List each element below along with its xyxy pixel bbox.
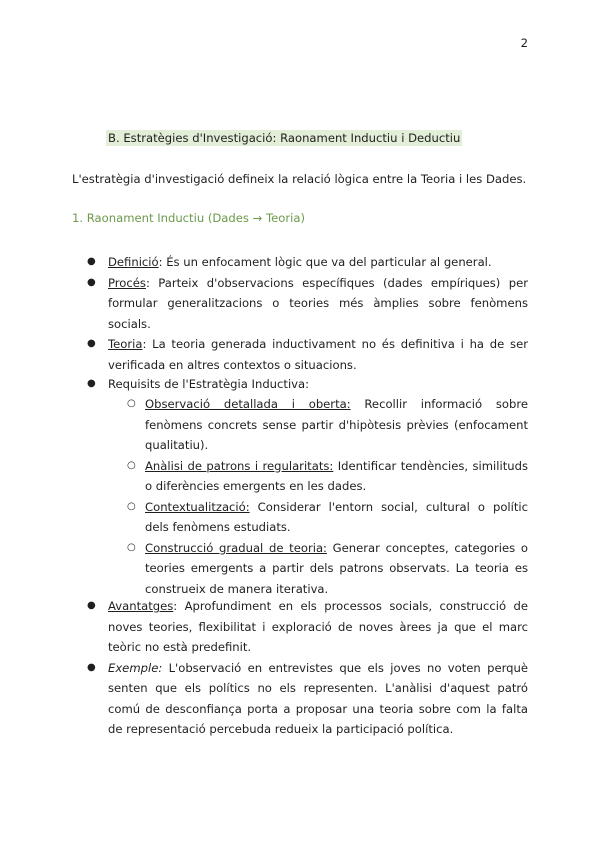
item-text: : Parteix d'observacions específiques (dades empíriques) per formular generalitzacions o teories més àmplies sobre fenòmens socials. bbox=[108, 275, 528, 331]
bullet-icon: ● bbox=[87, 600, 96, 611]
term: Definició bbox=[108, 255, 159, 269]
list-item-definicio bbox=[87, 252, 528, 273]
item-text: : La teoria generada inductivament no és definitiva i ha de ser verificada en altres contextos o situacions. bbox=[108, 337, 528, 372]
item-text: Identificar tendències, similituds o diferències emergents en les dades. bbox=[145, 458, 528, 493]
circle-bullet-icon: ○ bbox=[127, 541, 136, 553]
sublist-item bbox=[127, 456, 528, 497]
term: Avantatges bbox=[108, 599, 174, 613]
list-item-exemple bbox=[87, 658, 528, 740]
item-text: Generar conceptes, categories o teories emergents a partir dels patrons observats. La teoria es construeix de manera iterativa. bbox=[145, 540, 528, 596]
bullet-icon: ● bbox=[87, 276, 96, 288]
intro-paragraph: L'estratègia d'investigació defineix la relació lògica entre la Teoria i les Dades. bbox=[72, 172, 527, 186]
sublist-item bbox=[127, 394, 529, 456]
item-text: L'observació en entrevistes que els joves no voten perquè senten que els polítics no els representen. L'anàlisi d'aquest patró comú de desconfiança porta a proposar una teoria sobre com la falta de representació percebuda redueix la participació política. bbox=[108, 660, 528, 736]
term: Construcció gradual de teoria: bbox=[145, 540, 327, 555]
subheading-inductive: 1. Raonament Inductiu (Dades → Teoria) bbox=[72, 211, 305, 225]
sublist-item bbox=[127, 538, 528, 600]
definition-list bbox=[87, 252, 528, 375]
requisits-list bbox=[87, 374, 528, 395]
list-item-teoria bbox=[87, 334, 528, 375]
term: Exemple: bbox=[108, 660, 163, 675]
item-text: : Aprofundiment en els processos socials, construcció de noves teories, flexibilitat i exploració de noves àrees ja que el marc teòric no està predefinit. bbox=[108, 599, 528, 654]
term: Teoria bbox=[108, 337, 143, 351]
bullet-icon: ● bbox=[87, 338, 96, 349]
circle-bullet-icon: ○ bbox=[127, 500, 136, 512]
term: Procés bbox=[108, 275, 146, 290]
term: Anàlisi de patrons i regularitats: bbox=[145, 458, 334, 473]
term: Observació detallada i oberta: bbox=[145, 397, 351, 411]
list-item-requisits bbox=[87, 374, 528, 395]
sublist-item bbox=[127, 497, 528, 538]
item-text: Considerar l'entorn social, cultural o polític dels fenòmens estudiats. bbox=[145, 499, 528, 534]
item-text: : És un enfocament lògic que va del particular al general. bbox=[158, 255, 492, 269]
advantages-list bbox=[87, 596, 528, 740]
list-item-proces bbox=[87, 273, 528, 335]
section-heading: B. Estratègies d'Investigació: Raonament Inductiu i Deductiu bbox=[108, 131, 461, 145]
requisits-sublist bbox=[127, 394, 529, 599]
term: Contextualització: bbox=[145, 499, 250, 514]
circle-bullet-icon: ○ bbox=[127, 459, 136, 471]
bullet-icon: ● bbox=[87, 661, 96, 673]
bullet-icon: ● bbox=[87, 378, 96, 389]
bullet-icon: ● bbox=[87, 256, 96, 267]
page-number: 2 bbox=[520, 36, 528, 50]
circle-bullet-icon: ○ bbox=[127, 398, 136, 409]
list-item-avantatges bbox=[87, 596, 528, 658]
item-text: Requisits de l'Estratègia Inductiva: bbox=[108, 377, 310, 391]
item-text: Recollir informació sobre fenòmens concrets sense partir d'hipòtesis prèvies (enfocament qualitatiu). bbox=[145, 397, 529, 452]
